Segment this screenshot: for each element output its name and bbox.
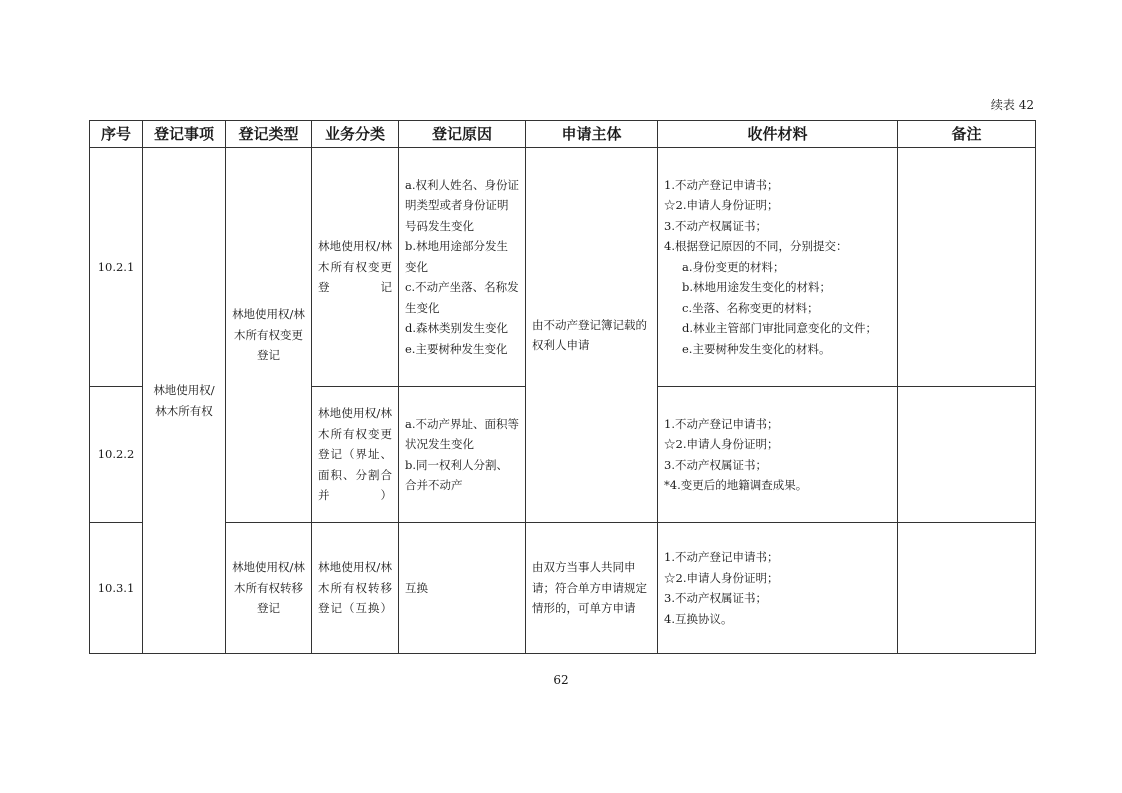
material-subline: d.林业主管部门审批同意变化的文件； [682, 321, 878, 336]
header-item: 登记事项 [143, 121, 226, 148]
material-line: ☆2.申请人身份证明； [664, 198, 779, 213]
header-category: 业务分类 [312, 121, 399, 148]
registration-reason: 互换 [399, 523, 526, 654]
header-note: 备注 [898, 121, 1036, 148]
business-category: 林地使用权/林木所有权变更登记 [312, 148, 399, 387]
reason-line: c.不动产坐落、名称发生变化 [405, 280, 519, 315]
header-applicant: 申请主体 [526, 121, 658, 148]
table-row [90, 148, 1036, 387]
materials [658, 148, 898, 387]
row-number: 10.2.2 [90, 387, 143, 523]
registration-item: 林地使用权/林木所有权 [143, 148, 226, 654]
reason-line: b.林地用途部分发生变化 [405, 239, 509, 274]
material-line: *4.变更后的地籍调查成果。 [664, 478, 808, 492]
business-category: 林地使用权/林木所有权转移登记（互换） [312, 523, 399, 654]
material-line: ☆2.申请人身份证明； [664, 570, 779, 585]
reason-line: b.同一权利人分割、合并不动产 [405, 457, 509, 492]
material-subline: a.身份变更的材料； [682, 259, 785, 274]
materials [658, 523, 898, 654]
material-subline: b.林地用途发生变化的材料； [682, 280, 832, 295]
reason-line: a.权利人姓名、身份证明类型或者身份证明号码发生变化 [405, 177, 520, 233]
registration-reason [399, 148, 526, 387]
material-line: 3.不动产权属证书； [664, 591, 767, 605]
material-line: 1.不动产登记申请书； [664, 416, 779, 431]
material-line: 4.根据登记原因的不同，分别提交： [664, 239, 848, 254]
material-line: 3.不动产权属证书； [664, 457, 767, 472]
business-category: 林地使用权/林木所有权变更登记（界址、面积、分割合并） [312, 387, 399, 523]
material-line: 3.不动产权属证书； [664, 218, 767, 233]
reason-line: a.不动产界址、面积等状况发生变化 [405, 416, 520, 451]
table-header-row [90, 121, 1036, 148]
material-line: 4.互换协议。 [664, 611, 733, 626]
note [898, 523, 1036, 654]
registration-type: 林地使用权/林木所有权变更登记 [226, 148, 312, 523]
applicant: 由双方当事人共同申请；符合单方申请规定情形的，可单方申请 [526, 523, 658, 654]
table-row [90, 523, 1036, 654]
header-materials: 收件材料 [658, 121, 898, 148]
material-subline: e.主要树种发生变化的材料。 [682, 341, 831, 356]
header-reason: 登记原因 [399, 121, 526, 148]
continuation-label: 续表 42 [990, 98, 1034, 112]
registration-table [89, 120, 1036, 654]
materials [658, 387, 898, 523]
applicant: 由不动产登记簿记载的权利人申请 [526, 148, 658, 523]
material-line: ☆2.申请人身份证明； [664, 437, 779, 451]
material-subline: c.坐落、名称变更的材料； [682, 300, 819, 315]
material-line: 1.不动产登记申请书； [664, 177, 779, 192]
page-number: 62 [553, 673, 569, 687]
material-line: 1.不动产登记申请书； [664, 550, 779, 564]
note [898, 148, 1036, 387]
reason-line: e.主要树种发生变化 [405, 341, 508, 356]
row-number: 10.2.1 [90, 148, 143, 387]
header-no: 序号 [90, 121, 143, 148]
registration-reason [399, 387, 526, 523]
row-number: 10.3.1 [90, 523, 143, 654]
reason-line: d.森林类别发生变化 [405, 321, 509, 336]
header-type: 登记类型 [226, 121, 312, 148]
note [898, 387, 1036, 523]
registration-type: 林地使用权/林木所有权转移登记 [226, 523, 312, 654]
